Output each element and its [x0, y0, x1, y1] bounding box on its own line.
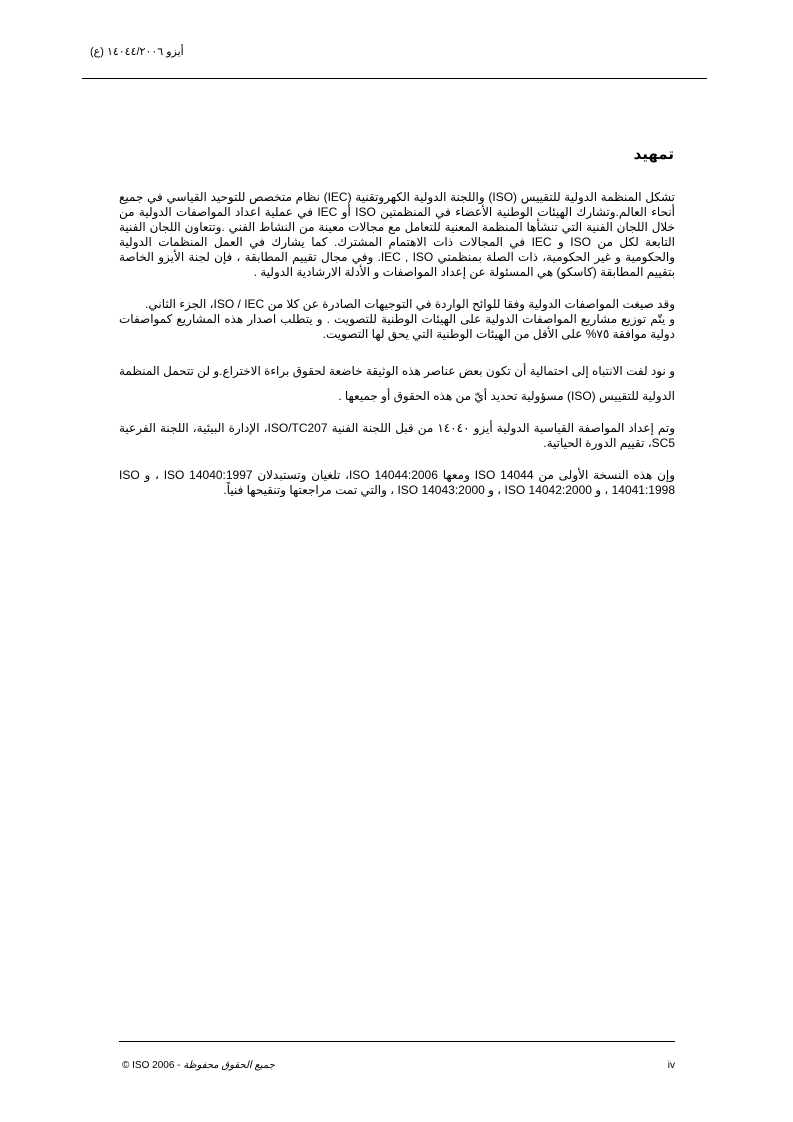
copyright-text: © ISO 2006 -	[122, 1060, 181, 1071]
paragraph-patent: و نود لفت الانتباه إلى احتمالية أن تكون بعض عناصر هذه الوثيقة خاضعة لحقوق براءة الاختراع.و لن تتحمل المنظمة الدولية للتقييس (ISO) مسؤولية تحديد أيّ من هذه الحقوق أو جميعها .	[119, 364, 675, 403]
paragraph-edition: وإن هذه النسخة الأولى من ISO 14044 ومعها ISO 14044:2006، تلغيان وتستبدلان ISO 14040:1997 ، و ISO 14041:1998 ، و ISO 14042:2000 ، و ISO 14043:2000 ، والتي تمت مراجعتها وتنقيحها فنياً.	[119, 468, 676, 497]
rights-reserved-text: جميع الحقوق محفوظة	[183, 1060, 275, 1071]
paragraph-directives: وقد صيغت المواصفات الدولية وفقا للوائح الواردة في التوجيهات الصادرة عن كلا من ISO / IEC، الجزء الثاني.	[145, 297, 675, 311]
running-header: أيزو ١٤٠٤٤/٢٠٠٦ (ع)	[90, 46, 184, 58]
header-divider	[82, 78, 707, 79]
section-heading: تمهيد	[633, 146, 674, 163]
paragraph-intro: تشكل المنظمة الدولية للتقييس (ISO) واللجنة الدولية الكهروتقنية (IEC) نظام متخصص للتوحيد القياسي في جميع أنحاء العالم.وتشارك الهيئات الوطنية الأعضاء في المنظمتين ISO أو IEC في عملية اعداد المواصفات الدولية من خلال اللجان الفنية التي تنشأها المنظمة المعنية للتعامل مع مجالات معينة من النشاط الفني .وتتعاون اللجان الفنية التابعة لكل من ISO و IEC في المجالات ذات الاهتمام المشترك. كما يشارك في العمل المنظمات الدولية والحكومية و غير الحكومية، ذات الصلة بمنظمتي IEC , ISO. وفي مجال تقييم المطابقة ، فإن لجنة الأيزو الخاصة بتقييم المطابقة (كاسكو) هي المسئولة عن إعداد المواصفات و الأدلة الارشادية الدولية .	[119, 190, 676, 279]
page-number: iv	[667, 1060, 675, 1071]
paragraph-voting: و يتّم توزيع مشاريع المواصفات الدولية على الهيئات الوطنية للتصويت . و يتطلب اصدار هذه المشاريع كمواصفات دولية موافقة ٧٥% على الأقل من الهيئات الوطنية التي يحق لها التصويت.	[119, 312, 675, 341]
body-text	[119, 190, 675, 515]
footer-divider	[119, 1041, 675, 1042]
footer-copyright	[122, 1060, 275, 1071]
paragraph-preparation: وتم إعداد المواصفة القياسية الدولية أيزو ١٤٠٤٠ من قبل اللجنة الفنية ISO/TC207، الإدارة البيئية، اللجنة الفرعية SC5، تقييم الدورة الحياتية.	[119, 421, 675, 450]
